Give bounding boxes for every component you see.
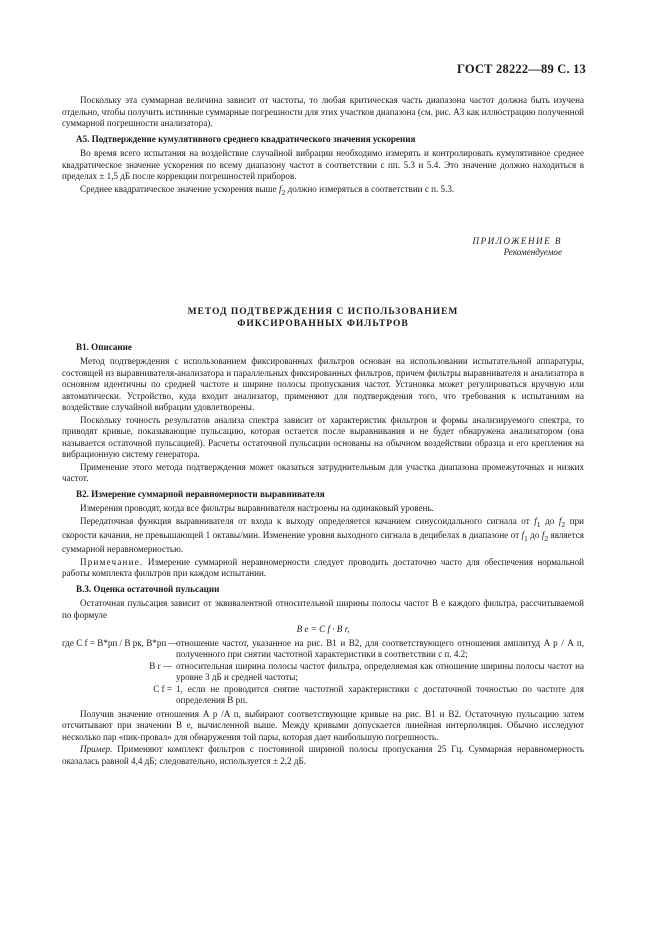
definition-desc: относительная ширина полосы частот фильтра, определяемая как отношение ширины полосы частот на уровне 3 дБ и средней частоты; <box>176 660 584 683</box>
formula-be: B e = C f · B r, <box>296 624 350 635</box>
definition-row <box>62 661 584 684</box>
paragraph-b2-2: Передаточная функция выравнивателя от входа к выходу определяется качанием синусоидального сигнала от $f_1$ до $f_2$ при скорости качания, не превышающей 1 октавы/мин. Изменение уровня выходного сигнала в децибелах в диапазоне от $f_1$ до $f_2$ является суммарной неравномерностью. <box>62 515 584 555</box>
paragraph-b3-2: Получив значение отношения A р /A п, выбирают соответствующие кривые на рис. В1 и В2. Остаточную пульсацию затем отсчитывают при значении B е, вычисленной выше. Между кривыми допускается линейная интерполяция. Обычно исследуют несколько пар «пик-провал» для обнаружения той пары, которая дает наибольшую погрешность. <box>62 708 584 742</box>
definition-row <box>62 638 584 661</box>
paragraph-a5-1: Во время всего испытания на воздействие случайной вибрации необходимо измерять и контролировать кумулятивное среднее квадратическое значение ускорения по всему диапазону частот в соответствии с пп. 5.3 и 5.4. Это значение должно находиться в пределах ± 1,5 дБ после коррекции погрешностей приборов. <box>62 148 584 181</box>
appendix-status: Рекомендуемое <box>503 246 562 257</box>
definition-row <box>62 684 584 707</box>
paragraph-b1-3: Применение этого метода подтверждения может оказаться затруднительным для участка диапазона промежуточных и низких частот. <box>62 461 584 484</box>
page-header: ГОСТ 28222—89 С. 13 <box>457 62 586 76</box>
definition-desc: отношение частот, указанное на рис. В1 и В2, для соответствующего отношения амплитуд A р / A п, полученного при снятии частотной характеристики в соответствии с п. 4.2; <box>176 637 584 660</box>
section-heading-b2: В2. Измерение суммарной неравномерности выравнивателя <box>76 488 325 499</box>
paragraph-a5-2: Среднее квадратическое значение ускорения выше $f_2$ должно измеряться в соответствии с п. 5.3. <box>80 183 455 197</box>
note-b2: Примечание. Измерение суммарной неравномерности следует проводить достаточно часто для обеспечения нормальной работы комплекта фильтров при каждом испытании. <box>62 556 584 579</box>
appendix-label <box>62 236 562 258</box>
appendix-title: ПРИЛОЖЕНИЕ В <box>472 235 562 246</box>
definition-desc: 1, если не проводится снятие частотной характеристики с достаточной точностью по частоте для определения B рп. <box>176 683 584 706</box>
definition-term: C f = <box>153 683 172 694</box>
definition-term: где C f = B*рп / B рк, B*рп — <box>62 637 178 648</box>
appendix-heading <box>62 306 584 330</box>
body-text <box>62 95 584 768</box>
section-heading-b3: В.3. Оценка остаточной пульсации <box>76 583 220 594</box>
paragraph-intro: Поскольку эта суммарная величина зависит от частоты, то любая критическая часть диапазона частот должна быть изучена отдельно, чтобы получить истинные суммарные погрешности для этих участков диапазона (см. рис. А3 как иллюстрацию полученной суммарной погрешности анализатора). <box>62 95 584 128</box>
example-label: Пример. <box>80 744 113 755</box>
note-label: Примечание. <box>80 556 144 567</box>
definition-term: B r — <box>149 660 172 671</box>
section-heading-b1: В1. Описание <box>76 341 132 352</box>
definition-list <box>62 638 584 707</box>
paragraph-b1-1: Метод подтверждения с использованием фиксированных фильтров основан на использовании испытательной аппаратуры, состоящей из выравнивателя-анализатора и параллельных фиксированных фильтров, причем фильтры выравнивателя и анализатора в основном идентичны по средней частоте и ширине полосы пропускания частот. Установка может регулироваться вручную или автоматически. Устройство, куда входит анализатор, применяют для подтверждения того, что требования к испытаниям на воздействие случайной вибрации удовлетворены. <box>62 356 584 413</box>
paragraph-b2-1: Измерения проводят, когда все фильтры выравнивателя настроены на одинаковый уровень. <box>80 503 434 514</box>
section-heading-a5: А5. Подтверждение кумулятивного среднего квадратического значения ускорения <box>76 133 416 144</box>
paragraph-b1-2: Поскольку точность результатов анализа спектра зависит от характеристик фильтров и формы анализируемого спектра, то приводят кривые, показывающие пульсацию, которая остается после выравнивания и не будет обнаружена анализатором (она называется остаточной пульсацией). Расчеты остаточной пульсации основаны на обычном воздействии образца и его крепления на вибрационную систему генератора. <box>62 414 584 460</box>
example-b3: Пример. Применяют комплект фильтров с постоянной шириной полосы пропускания 25 Гц. Суммарная неравномерность оказалась равной 4,4 дБ; следовательно, используется ± 2,2 дБ. <box>62 744 584 766</box>
title-line-1: МЕТОД ПОДТВЕРЖДЕНИЯ С ИСПОЛЬЗОВАНИЕМ <box>187 306 459 317</box>
paragraph-b3-1: Остаточная пульсация зависит от эквивалентной относительной ширины полосы частот B e каждого фильтра, рассчитываемой по формуле <box>62 598 584 620</box>
title-line-2: ФИКСИРОВАННЫХ ФИЛЬТРОВ <box>237 318 409 329</box>
